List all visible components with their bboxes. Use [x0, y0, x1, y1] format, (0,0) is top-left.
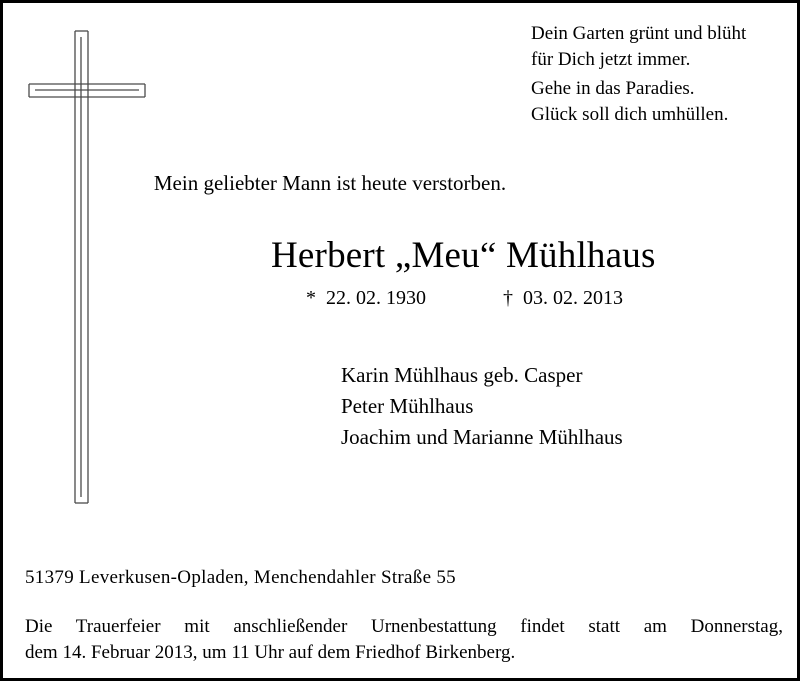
ceremony-line: dem 14. Februar 2013, um 11 Uhr auf dem Friedhof Birkenberg.: [25, 642, 516, 663]
outline-cross-icon: [27, 27, 147, 507]
birth-date-line: [306, 287, 426, 310]
intro-text: Mein geliebter Mann ist heute verstorben.: [153, 171, 507, 195]
death-symbol: †: [503, 287, 513, 309]
address: 51379 Leverkusen-Opladen, Menchendahler Straße 55: [25, 567, 456, 588]
poem: [531, 21, 746, 128]
poem-line: für Dich jetzt immer.: [531, 49, 691, 70]
ceremony-notice: [25, 614, 783, 666]
poem-line: Dein Garten grünt und blüht: [531, 23, 747, 44]
mourner-name: Joachim und Marianne Mühlhaus: [341, 425, 623, 449]
death-date-line: [503, 287, 623, 310]
mourners-list: [341, 360, 623, 453]
poem-line: Gehe in das Paradies.: [531, 78, 695, 99]
poem-line: Glück soll dich umhüllen.: [531, 104, 729, 125]
mourner-name: Karin Mühlhaus geb. Casper: [341, 363, 583, 387]
death-date: 03. 02. 2013: [523, 287, 623, 309]
birth-date: 22. 02. 1930: [326, 287, 426, 309]
deceased-name: Herbert „Meu“ Mühlhaus: [271, 235, 656, 276]
birth-symbol: *: [306, 287, 316, 309]
mourner-name: Peter Mühlhaus: [341, 394, 474, 418]
ceremony-line: Die Trauerfeier mit anschließender Urnenbestattung findet statt am Donnerstag,: [25, 616, 783, 637]
